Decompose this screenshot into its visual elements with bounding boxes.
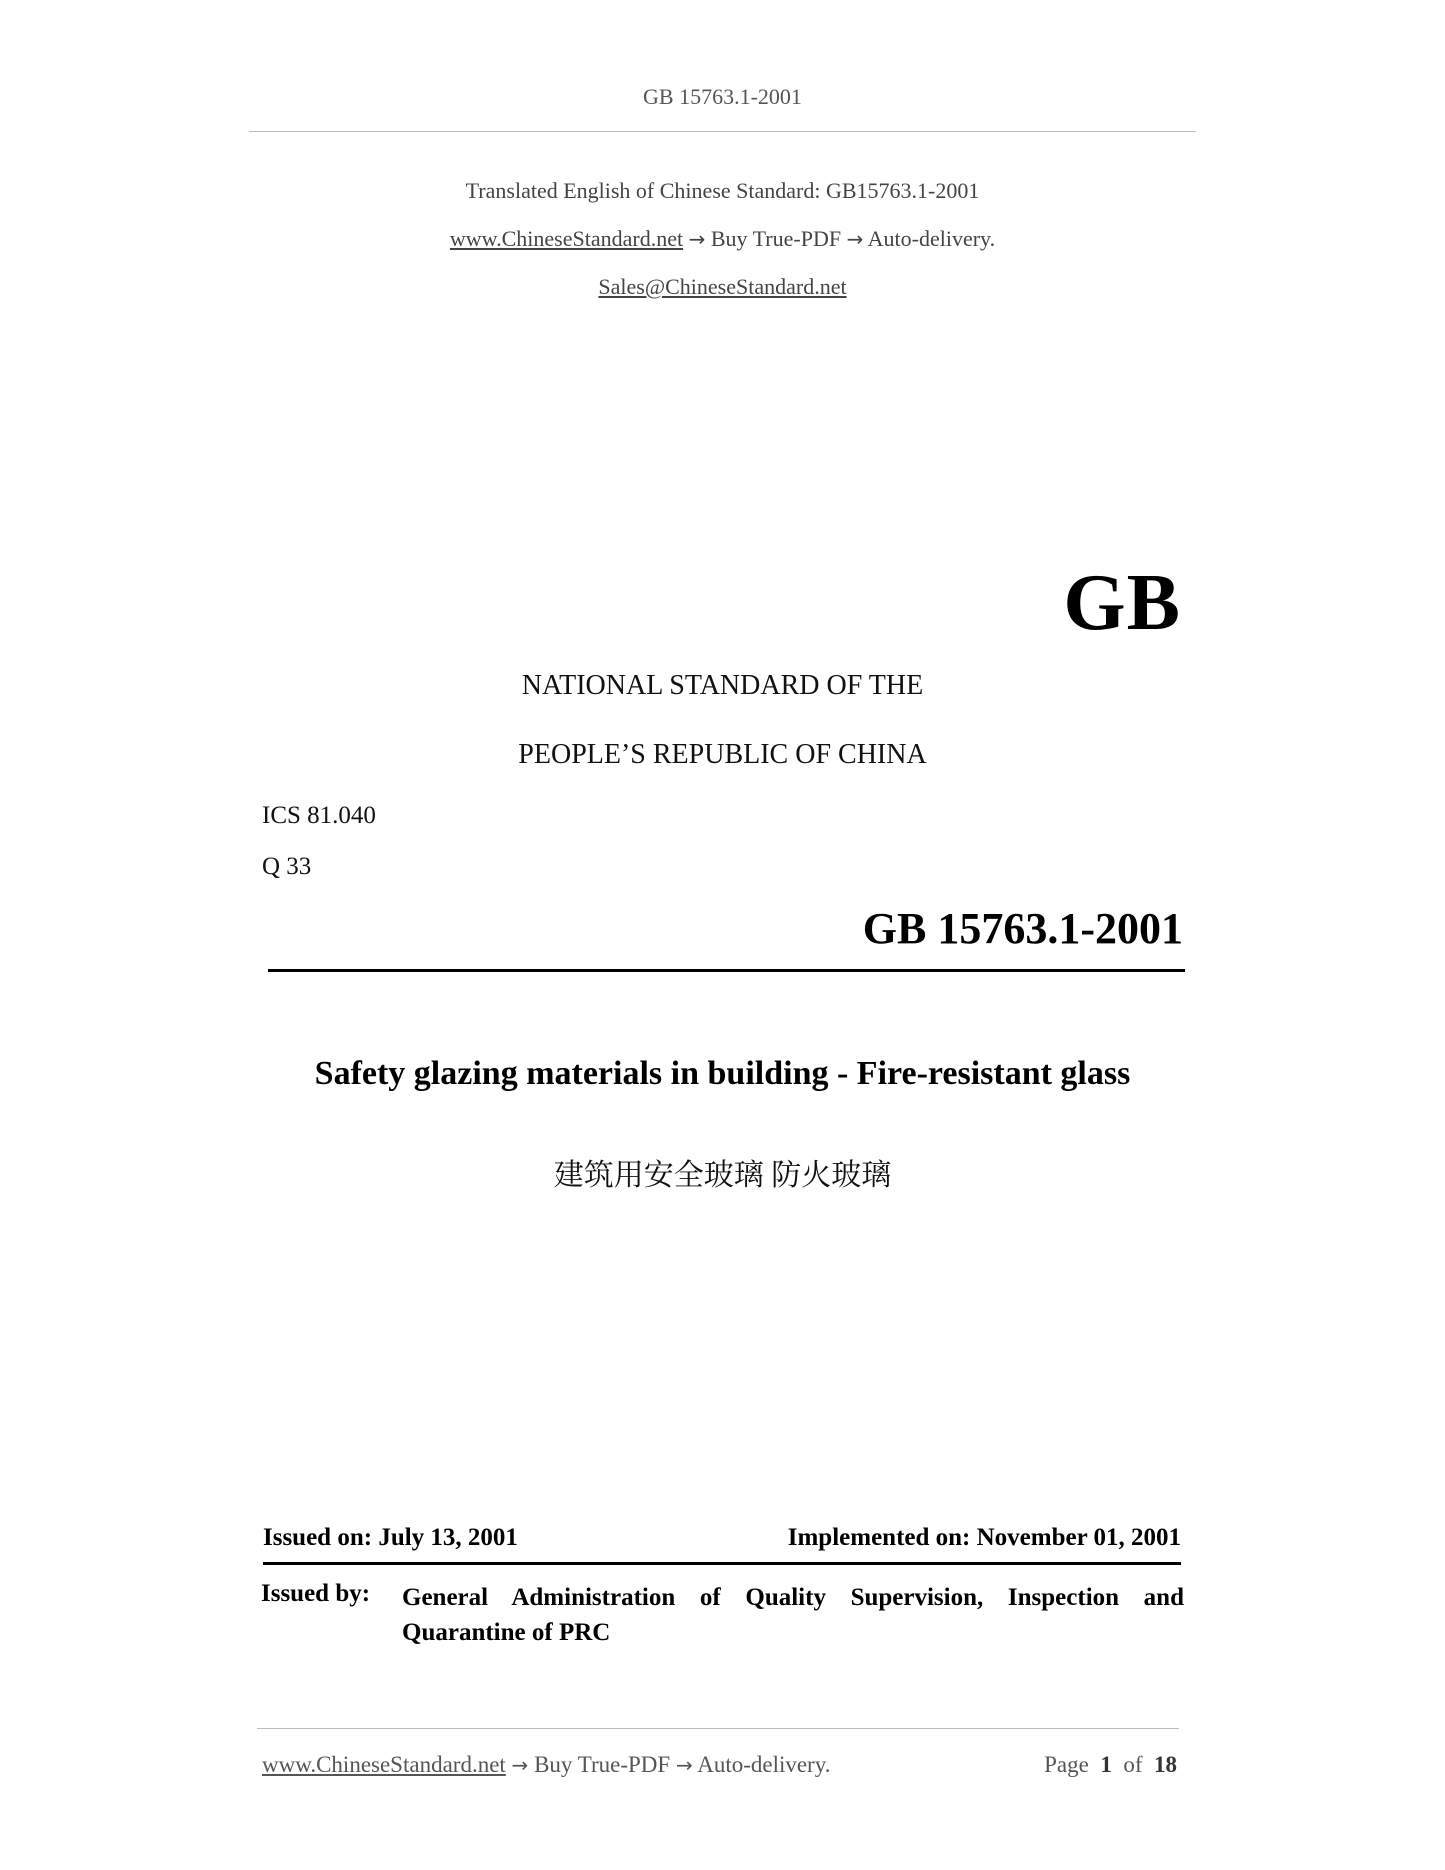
gb-logo: GB: [1063, 559, 1181, 647]
issued-by-label: Issued by:: [261, 1580, 371, 1607]
email-line: [0, 274, 1445, 300]
of-label: of: [1123, 1752, 1143, 1777]
page-header-title: GB 15763.1-2001: [643, 84, 802, 109]
standard-number: GB 15763.1-2001: [862, 904, 1183, 953]
footer-buy-text: Buy True-PDF: [534, 1752, 671, 1777]
national-standard-line1: NATIONAL STANDARD OF THE: [521, 670, 924, 701]
national-standard-line2: PEOPLE’S REPUBLIC OF CHINA: [518, 739, 927, 770]
issuing-authority: General Administration of Quality Supervision, Inspection and Quarantine of PRC: [402, 1584, 1184, 1646]
footer-site-link[interactable]: www.ChineseStandard.net: [262, 1752, 506, 1777]
header-divider: [249, 131, 1196, 132]
page-current: 1: [1100, 1752, 1112, 1777]
footer-divider: [257, 1728, 1179, 1729]
implemented-on-date: Implemented on: November 01, 2001: [787, 1524, 1181, 1551]
ics-code: ICS 81.040: [262, 802, 376, 829]
buy-text: Buy True-PDF: [710, 226, 842, 251]
footer-purchase-line: [262, 1752, 830, 1778]
arrow-right-icon: →: [846, 227, 864, 251]
standard-number-rule: [268, 969, 1185, 972]
arrow-right-icon: →: [511, 1753, 529, 1777]
page-label: Page: [1044, 1752, 1089, 1777]
page-total: 18: [1154, 1752, 1177, 1777]
sales-email-link[interactable]: Sales@ChineseStandard.net: [598, 274, 847, 299]
delivery-text: Auto-delivery.: [867, 226, 996, 251]
arrow-right-icon: →: [675, 1753, 693, 1777]
arrow-right-icon: →: [688, 227, 706, 251]
issued-on-date: Issued on: July 13, 2001: [263, 1524, 518, 1551]
document-title-chinese: 建筑用安全玻璃 防火玻璃: [553, 1159, 892, 1192]
ccs-code: Q 33: [262, 853, 312, 880]
translation-notice: Translated English of Chinese Standard: GB15763.1-2001: [465, 178, 980, 203]
footer-delivery-text: Auto-delivery.: [697, 1752, 831, 1777]
site-link[interactable]: www.ChineseStandard.net: [449, 226, 684, 251]
purchase-line: [0, 226, 1445, 252]
document-title-english: Safety glazing materials in building - Fire-resistant glass: [314, 1055, 1131, 1092]
dates-rule: [263, 1562, 1181, 1565]
page-indicator: [1044, 1752, 1177, 1778]
